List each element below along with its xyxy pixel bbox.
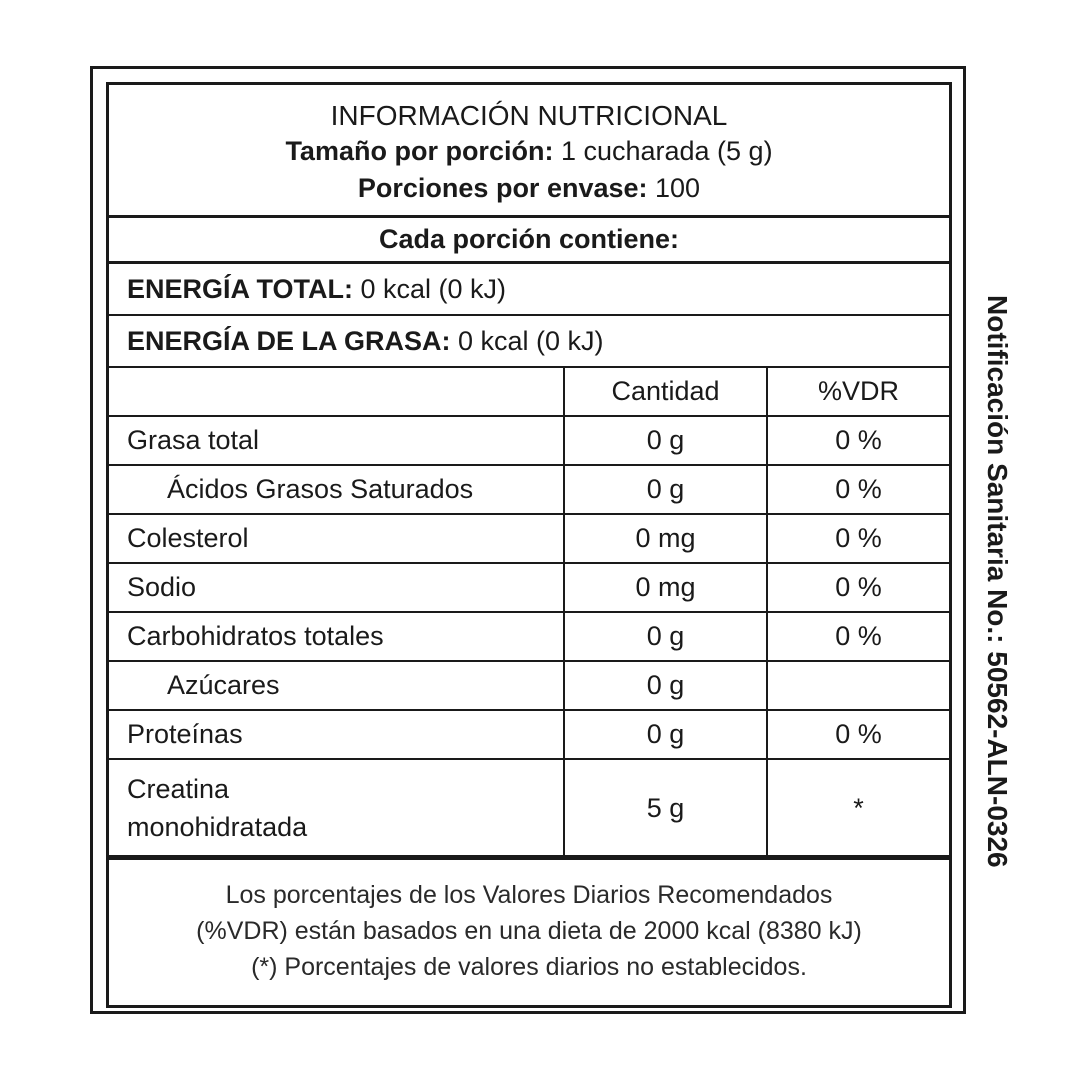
nutrient-name: Grasa total [109,416,564,465]
table-row [109,514,949,563]
nutrient-name [109,759,564,856]
table-row [109,416,949,465]
nutrient-quantity: 0 g [564,416,767,465]
each-portion-heading: Cada porción contiene: [109,218,949,264]
energy-fat-value: 0 kcal (0 kJ) [450,326,604,356]
column-header-nutrient [109,368,564,416]
nutrient-vdr: 0 % [767,563,949,612]
column-header-quantity: Cantidad [564,368,767,416]
nutrient-name: Proteínas [109,710,564,759]
table-row [109,661,949,710]
table-row [109,612,949,661]
nutrient-quantity: 0 mg [564,514,767,563]
nutrition-header [109,85,949,218]
energy-total-row [109,264,949,316]
nutrient-vdr: 0 % [767,416,949,465]
energy-total-value: 0 kcal (0 kJ) [353,274,507,304]
servings-per-container [109,170,949,207]
table-row [109,465,949,514]
nutrient-quantity: 0 g [564,661,767,710]
sanitary-notification: Notificación Sanitaria No.: 50562-ALN-0326 [982,295,1013,868]
servings-value: 100 [647,173,701,203]
nutrient-vdr: 0 % [767,710,949,759]
nutrient-name: Colesterol [109,514,564,563]
table-header-row [109,368,949,416]
energy-total-label: ENERGÍA TOTAL: [127,274,353,304]
footnote-line3: (*) Porcentajes de valores diarios no establecidos. [251,953,807,981]
nutrition-facts-table [106,82,952,1008]
serving-size [109,133,949,170]
nutrient-quantity: 0 mg [564,563,767,612]
nutrient-name-line1: Creatina [127,773,230,804]
nutrient-name: Sodio [109,563,564,612]
energy-fat-label: ENERGÍA DE LA GRASA: [127,326,451,356]
nutrition-title: INFORMACIÓN NUTRICIONAL [330,100,728,131]
nutrient-vdr: * [767,759,949,856]
nutrient-quantity: 0 g [564,710,767,759]
table-row [109,759,949,856]
nutrient-name: Ácidos Grasos Saturados [109,465,564,514]
footnote-line2: (%VDR) están basados en una dieta de 2000 kcal (8380 kJ) [196,917,862,945]
nutrient-vdr [767,661,949,710]
nutrient-vdr: 0 % [767,465,949,514]
servings-label: Porciones por envase: [357,173,648,203]
vdr-footnote [109,857,949,1005]
column-header-vdr: %VDR [767,368,949,416]
table-row [109,710,949,759]
nutrient-quantity: 0 g [564,465,767,514]
nutrients-table [109,368,949,857]
nutrient-vdr: 0 % [767,612,949,661]
nutrient-vdr: 0 % [767,514,949,563]
nutrient-name: Carbohidratos totales [109,612,564,661]
serving-size-label: Tamaño por porción: [285,136,554,166]
nutrient-name: Azúcares [109,661,564,710]
nutrient-quantity: 0 g [564,612,767,661]
serving-size-value: 1 cucharada (5 g) [553,136,773,166]
table-row [109,563,949,612]
nutrient-quantity: 5 g [564,759,767,856]
energy-fat-row [109,316,949,368]
nutrient-name-line2: monohidratada [127,811,308,842]
footnote-line1: Los porcentajes de los Valores Diarios Recomendados [225,881,833,909]
